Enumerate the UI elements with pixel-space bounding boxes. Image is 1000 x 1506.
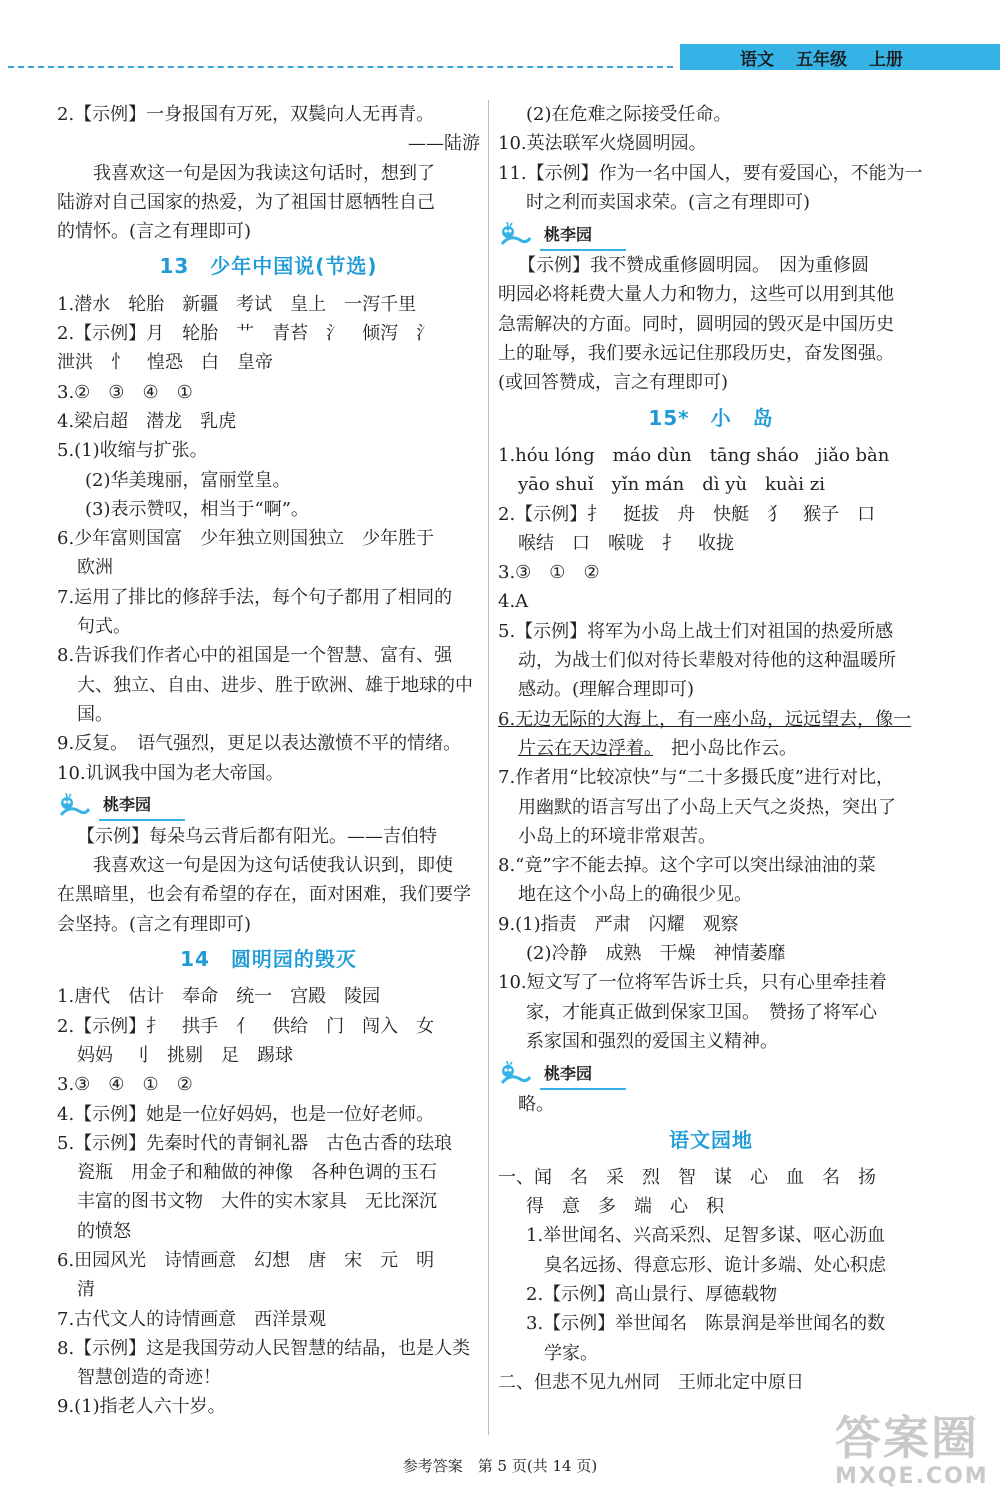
mascot-icon <box>57 793 91 819</box>
header-grade: 五年级 <box>796 49 847 70</box>
answer-line: 妈妈 刂 挑剔 足 踢球 <box>77 1044 293 1066</box>
answer-line: 时之利而卖国求荣。(言之有理即可) <box>526 191 811 213</box>
taoliyuan-title: 桃李园 <box>540 1059 626 1090</box>
answer-line: 用幽默的语言写出了小岛上天气之炎热，突出了 <box>518 796 896 818</box>
answer-line: 句式。 <box>77 616 131 638</box>
answer-line: 9.(1)指责 严肃 闪耀 观察 <box>498 913 739 935</box>
answer-line: 感动。(理解合理即可) <box>518 679 695 701</box>
answer-line: 9.反复。 语气强烈，更足以表达激愤不平的情绪。 <box>57 733 462 755</box>
answer-line: 2.【示例】一身报国有万死，双鬓向人无再青。 <box>57 104 435 125</box>
answer-line: 急需解决的方面。同时，圆明园的毁灭是中国历史 <box>498 313 894 335</box>
answer-line: 4.【示例】她是一位好妈妈，也是一位好老师。 <box>57 1103 435 1125</box>
answer-line: 8.“竟”字不能去掉。这个字可以突出绿油油的菜 <box>498 855 876 877</box>
answer-line: (3)表示赞叹，相当于“啊”。 <box>85 498 309 520</box>
answer-line: 一、闻 名 采 烈 智 谋 心 血 名 扬 <box>498 1166 876 1188</box>
answer-line: 在黑暗里，也会有希望的存在，面对困难，我们要学 <box>57 884 471 906</box>
header-dashed-line <box>8 66 673 68</box>
section-title-15: 15* 小 岛 <box>648 405 774 430</box>
answer-line: 11.【示例】作为一名中国人，要有爱国心，不能为一 <box>498 162 923 184</box>
answer-line: 2.【示例】月 轮胎 艹 青苔 氵 倾泻 氵 <box>57 323 435 345</box>
answer-line: 5.【示例】先秦时代的青铜礼器 古色古香的珐琅 <box>57 1132 453 1154</box>
taoliyuan-title: 桃李园 <box>540 220 626 251</box>
answer-line: 2.【示例】扌 拱手 亻 供给 门 闯入 女 <box>57 1015 435 1037</box>
answer-line: 动，为战士们似对待长辈般对待他的这种温暖所 <box>518 650 896 672</box>
mascot-icon <box>498 222 532 248</box>
answer-line: 3.③ ④ ① ② <box>57 1074 193 1096</box>
answer-line: 陆游对自己国家的热爱，为了祖国甘愿牺牲自己 <box>57 191 435 213</box>
answer-line: 二、但悲不见九州同 王师北定中原日 <box>498 1371 804 1393</box>
answer-line: (或回答赞成，言之有理即可) <box>498 372 729 394</box>
mascot-icon <box>498 1061 532 1087</box>
answer-line: 4.梁启超 潜龙 乳虎 <box>57 410 237 432</box>
answer-line: 6.少年富则国富 少年独立则国独立 少年胜于 <box>57 528 435 550</box>
page-footer: 参考答案 第 5 页(共 14 页) <box>402 1457 598 1475</box>
answer-line: 智慧创造的奇迹！ <box>77 1367 221 1389</box>
answer-line: 3.② ③ ④ ① <box>57 381 193 403</box>
section-title-13: 13 少年中国说(节选) <box>159 254 378 279</box>
answer-line: (2)华美瑰丽，富丽堂皇。 <box>85 469 291 491</box>
section-title-14: 14 圆明园的毁灭 <box>180 947 357 972</box>
answer-line: 喉结 口 喉咙 扌 收拢 <box>518 532 734 554</box>
answer-line: 学家。 <box>544 1342 598 1364</box>
answer-author: ——陆游 <box>408 133 480 155</box>
answer-line: 7.运用了排比的修辞手法，每个句子都用了相同的 <box>57 586 453 608</box>
answer-line: 明园必将耗费大量人力和物力，这些可以用到其他 <box>498 284 894 306</box>
answer-line: 8.【示例】这是我国劳动人民智慧的结晶，也是人类 <box>57 1337 471 1359</box>
answer-line: 瓷瓶 用金子和釉做的神像 各种色调的玉石 <box>77 1162 437 1184</box>
answer-line: 臭名远扬、得意忘形、诡计多端、处心积虑 <box>544 1254 886 1276</box>
watermark-logo <box>835 1402 990 1497</box>
answer-line: 泄洪 忄 惶恐 白 皇帝 <box>57 352 273 374</box>
answer-line: 10.讥讽我中国为老大帝国。 <box>57 762 284 784</box>
answer-line: 6.无边无际的大海上，有一座小岛，远远望去，像一 <box>498 708 912 730</box>
answer-line: 家，才能真正做到保家卫国。 赞扬了将军心 <box>526 1001 877 1023</box>
taoliyuan-banner <box>498 1058 924 1090</box>
answer-line: 小岛上的环境非常艰苦。 <box>518 825 716 847</box>
answer-line: 我喜欢这一句是因为这句话使我认识到，即使 <box>93 855 453 877</box>
answer-line: 3.【示例】举世闻名 陈景润是举世闻名的数 <box>526 1313 886 1335</box>
answer-line: 得 意 多 端 心 积 <box>526 1196 724 1218</box>
header-book-tab <box>680 44 1000 70</box>
section-title-yuwen-yuandi: 语文园地 <box>669 1127 753 1152</box>
answer-line <box>498 734 924 763</box>
answer-line: 系家国和强烈的爱国主义精神。 <box>526 1030 778 1052</box>
answer-line: 1.唐代 估计 奉命 统一 宫殿 陵园 <box>57 986 381 1008</box>
answer-line: 10.英法联军火烧圆明园。 <box>498 133 707 155</box>
left-column <box>57 100 480 1422</box>
answer-line: 2.【示例】高山景行、厚德载物 <box>526 1283 778 1305</box>
answer-line: 1.hóu lóng máo dùn tāng sháo jiǎo bàn <box>498 444 890 466</box>
header-volume: 上册 <box>869 49 903 70</box>
answer-text: 把小岛比作云。 <box>653 737 797 759</box>
watermark-text: 答案圈 <box>835 1411 979 1465</box>
answer-line: 5.【示例】将军为小岛上战士们对祖国的热爱所感 <box>498 620 894 642</box>
answer-line: 10.短文写了一位将军告诉士兵，只有心里牵挂着 <box>498 972 887 994</box>
taoliyuan-title: 桃李园 <box>99 790 185 821</box>
answer-line: 略。 <box>518 1094 554 1116</box>
answer-line: 地在这个小岛上的确很少见。 <box>518 884 752 906</box>
answer-line: 【示例】每朵乌云背后都有阳光。——吉伯特 <box>77 825 437 847</box>
answer-line: 5.(1)收缩与扩张。 <box>57 440 208 462</box>
answer-line: yāo shuǐ yǐn mán dì yù kuài zi <box>518 474 825 496</box>
right-column <box>498 100 924 1397</box>
answer-line: 丰富的图书文物 大件的实木家具 无比深沉 <box>77 1191 437 1213</box>
answer-line: 6.田园风光 诗情画意 幻想 唐 宋 元 明 <box>57 1249 435 1271</box>
answer-line: 1.举世闻名、兴高采烈、足智多谋、呕心沥血 <box>526 1225 886 1247</box>
answer-line: 7.作者用“比较凉快”与“二十多摄氏度”进行对比， <box>498 767 894 789</box>
answer-line: 大、独立、自由、进步、胜于欧洲、雄于地球的中国。 <box>77 674 473 725</box>
answer-line: (2)冷静 成熟 干燥 神情萎靡 <box>526 943 786 965</box>
answer-line: 8.告诉我们作者心中的祖国是一个智慧、富有、强 <box>57 645 453 667</box>
answer-line: 2.【示例】扌 挺拔 舟 快艇 犭 猴子 口 <box>498 503 876 525</box>
taoliyuan-banner <box>498 219 924 251</box>
answer-line: 欧洲 <box>77 557 113 579</box>
answer-line: 4.A <box>498 591 529 613</box>
underlined-text: 片云在天边浮着。 <box>518 737 653 759</box>
watermark-url: MXQE.COM <box>835 1464 989 1489</box>
answer-line: 上的耻辱，我们要永远记住那段历史，奋发图强。 <box>498 343 894 365</box>
column-divider <box>488 100 489 1435</box>
answer-line: 7.古代文人的诗情画意 西洋景观 <box>57 1308 327 1330</box>
taoliyuan-banner <box>57 790 480 822</box>
answer-line: 1.潜水 轮胎 新疆 考试 皇上 一泻千里 <box>57 293 417 315</box>
header-subject: 语文 <box>740 49 774 70</box>
answer-line: 会坚持。(言之有理即可) <box>57 913 252 935</box>
answer-line: 3.③ ① ② <box>498 562 600 584</box>
answer-line: 清 <box>77 1279 95 1301</box>
answer-line: 【示例】我不赞成重修圆明园。 因为重修圆 <box>518 255 869 277</box>
answer-line: 9.(1)指老人六十岁。 <box>57 1396 226 1418</box>
answer-line: 我喜欢这一句是因为我读这句话时，想到了 <box>93 162 435 184</box>
answer-line: 的情怀。(言之有理即可) <box>57 221 252 243</box>
answer-line: 的愤怒 <box>77 1220 131 1242</box>
answer-line: (2)在危难之际接受任命。 <box>526 104 732 125</box>
